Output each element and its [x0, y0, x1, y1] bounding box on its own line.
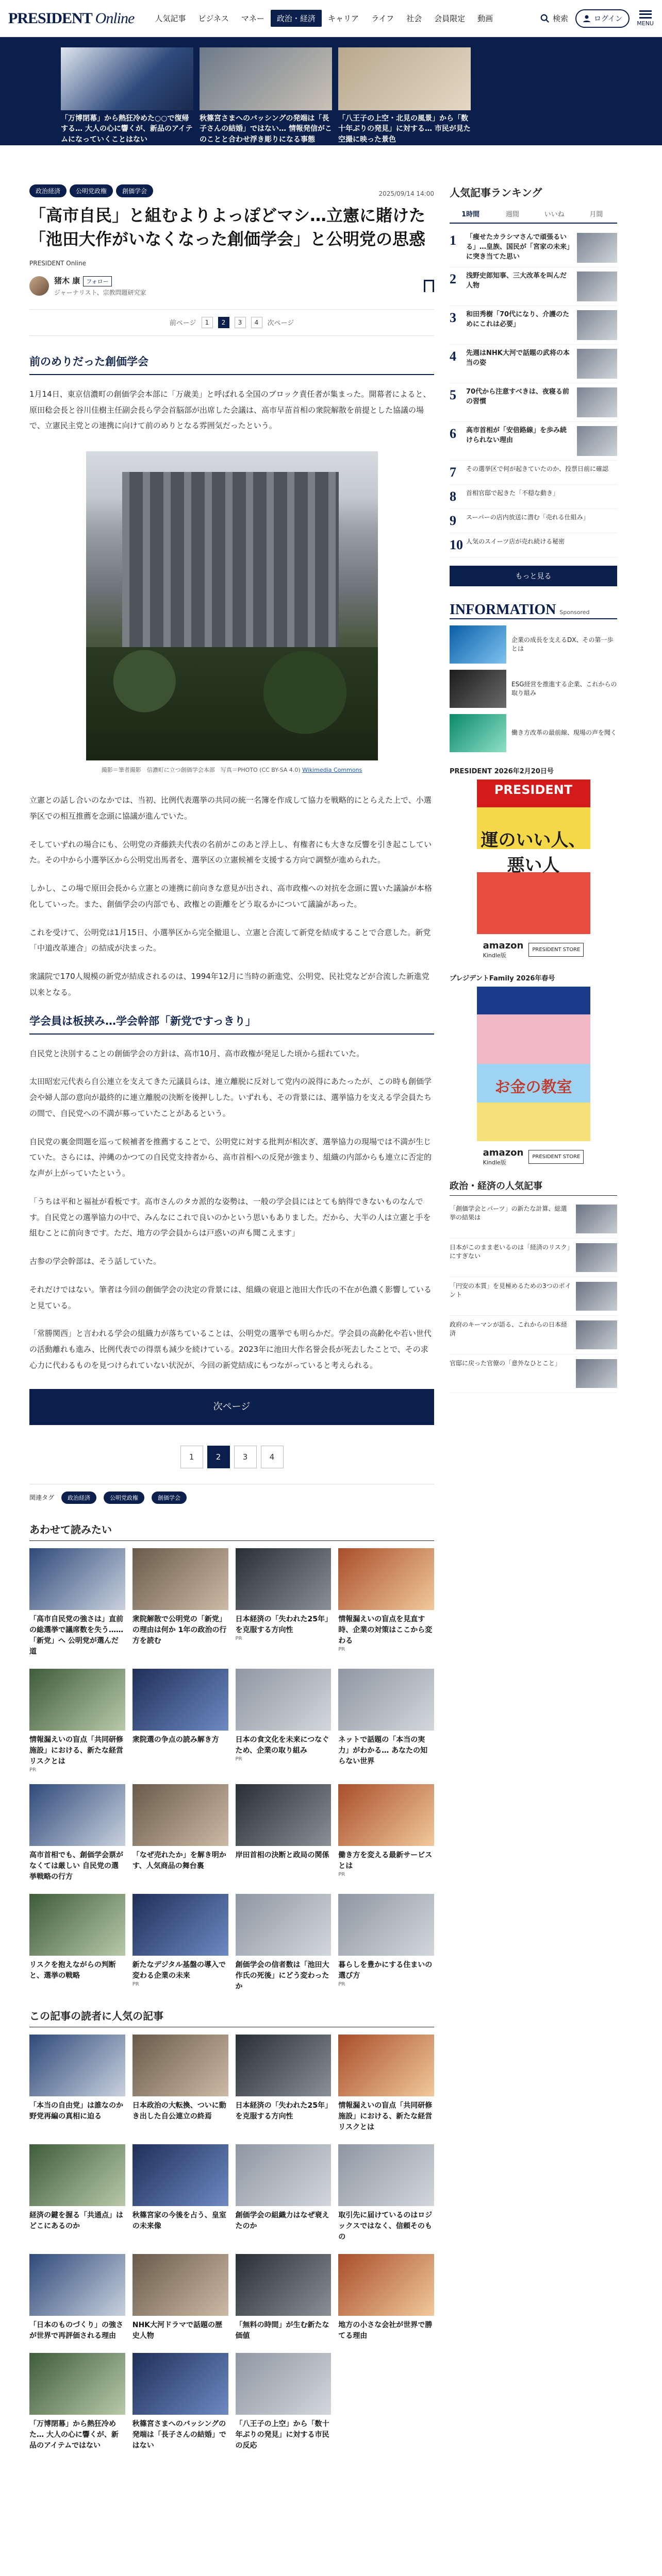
sponsored-label: Sponsored — [559, 609, 590, 616]
article-title: 「高市自民」と組むよりよっぽどマシ…立憲に賭けた「池田大作がいなくなった創価学会」と公明党の思惑 — [29, 206, 426, 249]
top-header — [0, 0, 662, 37]
article-paragraph: 「うちは平和と福祉が看板です。高市さんのタカ派的な姿勢は、一般の学会員にはとても納得できないものなんです。自民党との選挙協力の中で、みんなにこれで良いのかという思いもありました。だから、大半の人は立憲と手を組むことに前向きです。ただ、地方の学会員からは戸惑いの声も聞こえます」 — [29, 1196, 431, 1238]
hero-title: 秋篠宮さまへのバッシングの発端は「長子さんの結婚」ではない… 情報発信がこのことと合わせ浮き彫りになる事態 — [200, 114, 332, 144]
store-link[interactable]: PRESIDENT STORE — [528, 1150, 584, 1164]
article-card[interactable] — [133, 2254, 228, 2342]
politics-title: 官邸に戻った官僚の「意外なひとこと」 — [450, 1360, 561, 1367]
photo-caption — [29, 766, 434, 774]
card-image — [236, 2353, 332, 2415]
rank-title: スーパーの店内放送に潜む「売れる仕組み」 — [466, 514, 589, 521]
politics-heading: 政治・経済の人気記事 — [450, 1179, 617, 1196]
site-logo[interactable] — [8, 10, 134, 27]
search-button[interactable] — [540, 13, 568, 24]
article-card[interactable] — [133, 2144, 228, 2243]
card-title: ネットで話題の「本当の実力」がわかる… あなたの知らない世界 — [338, 1735, 428, 1766]
ranking-list — [450, 229, 617, 557]
article-card[interactable] — [236, 1784, 332, 1883]
login-button[interactable] — [575, 9, 630, 28]
card-image — [236, 1894, 332, 1956]
tag-chip[interactable]: 政治経済 — [29, 184, 67, 197]
info-title: 企業の成長を支えるDX、その第一歩とは — [511, 636, 614, 652]
politics-title: 日本がこのまま老いるのは「経済のリスク」にすぎない — [450, 1244, 570, 1260]
article-card[interactable] — [133, 1669, 228, 1773]
card-image — [29, 2035, 125, 2096]
rank-thumbnail — [577, 349, 617, 379]
ranking-heading: 人気記事ランキング — [450, 187, 542, 199]
card-image — [338, 1894, 434, 1956]
article-paragraph: そしていずれの場合にも、公明党の斉藤鉄夫代表の名前がこのあと浮上し、有権者にも大きな反響を引き起こしていた。その中から小選挙区から公明党出馬者を、選挙区の立憲候補を支援する方向で調整が進められた。 — [29, 839, 432, 865]
rank-title: 人気のスイーツ店が売れ続ける秘密 — [466, 538, 565, 545]
hero-card[interactable] — [61, 47, 193, 145]
article-card[interactable] — [29, 2144, 125, 2243]
mag-title: お金の教室 — [494, 1078, 572, 1096]
card-title: 取引先に届けているのはロジックスではなく、信頼そのもの — [338, 2211, 433, 2241]
rank-number: 7 — [450, 465, 456, 480]
rank-title: 先週はNHK大河で話題の武将の本当の姿 — [466, 349, 570, 367]
article-paragraph: これを受けて、公明党は1月15日、小選挙区から完全撤退し、立憲と合流して新党を結成することで合意した。新党「中道改革連合」の結成が決まった。 — [29, 927, 431, 953]
card-title: 「万博閉幕」から熱狂冷めた… 大人の心に響くが、新品のアイテムではない — [29, 2419, 119, 2450]
header-tools — [540, 9, 654, 28]
author-avatar[interactable] — [29, 276, 49, 296]
article-card[interactable] — [29, 1669, 125, 1773]
politics-thumbnail — [576, 1320, 617, 1349]
related-tags — [29, 1484, 434, 1511]
card-title: 衆院解散で公明党の「新党」の理由は何か 1年の政治の行方を読む — [132, 1615, 227, 1645]
card-image — [133, 2254, 228, 2316]
rank-title: 和田秀樹「70代になり、介護のためにこれは必要」 — [466, 311, 570, 328]
card-title: 「高市自民党の強さは」直前の総選挙で議席数を失う……「新党」へ 公明党が選んだ道 — [29, 1615, 123, 1656]
info-title: 働き方改革の最前線、現場の声を聞く — [511, 729, 617, 737]
hero-image — [200, 47, 332, 110]
hero-card[interactable] — [200, 47, 332, 145]
caption-link[interactable]: Wikimedia Commons — [302, 767, 362, 774]
ranking-tab[interactable]: 1時間 — [461, 211, 480, 218]
amazon-sub: Kindle版 — [483, 952, 506, 959]
article-card[interactable] — [338, 2144, 434, 2243]
card-image — [236, 2144, 332, 2206]
card-title: 働き方を変える最新サービスとは — [338, 1851, 433, 1870]
search-icon — [540, 14, 550, 23]
hero-card[interactable] — [338, 47, 471, 145]
card-title: 「無料の時間」が生む新たな価値 — [235, 2320, 329, 2340]
mag-title: 運のいい人、悪い人 — [481, 830, 586, 876]
article-card[interactable] — [236, 2254, 332, 2342]
store-link[interactable]: PRESIDENT STORE — [528, 943, 584, 957]
nav-item[interactable]: 会員限定 — [434, 14, 466, 23]
article-main — [29, 184, 434, 2467]
card-title: 日本政治の大転換、ついに動き出した自公連立の終焉 — [132, 2101, 226, 2121]
card-image — [338, 2144, 434, 2206]
page-link-current[interactable]: 2 — [218, 317, 229, 328]
section-heading: 学会員は板挟み…学会幹部「新党ですっきり」 — [29, 1013, 434, 1035]
article-photo — [86, 451, 378, 760]
pr-label: PR — [235, 1635, 242, 1641]
rank-number: 5 — [450, 387, 456, 402]
info-image — [450, 714, 506, 752]
prev-page-link[interactable]: 前ページ — [169, 319, 196, 328]
politics-item[interactable] — [450, 1239, 617, 1277]
article-card[interactable] — [29, 1894, 125, 1992]
nav-item-active[interactable]: 政治・経済 — [271, 10, 322, 27]
rank-title: その選挙区で何が起きていたのか、投票日前に確認 — [466, 465, 609, 472]
article-card[interactable] — [29, 2353, 125, 2451]
card-image — [236, 1548, 332, 1610]
card-image — [29, 1894, 125, 1956]
info-item[interactable] — [450, 670, 617, 708]
article-paragraph: 衆議院で170人規模の新党が結成されるのは、1994年12月に当時の新進党、公明党、民社党などが合流した新進党以来となる。 — [29, 972, 429, 997]
magazine-cover[interactable] — [477, 779, 590, 934]
card-title: 地方の小さな会社が世界で勝てる理由 — [338, 2320, 433, 2340]
article-source: PRESIDENT Online — [29, 259, 86, 267]
page-pager-bottom — [29, 1446, 434, 1468]
politics-item[interactable] — [450, 1316, 617, 1354]
publish-date: 2025/09/14 14:00 — [378, 190, 434, 197]
article-card[interactable] — [133, 2353, 228, 2451]
card-image — [338, 2035, 434, 2096]
card-image — [133, 1548, 228, 1610]
article-card[interactable] — [338, 1894, 434, 1992]
ranking-tab[interactable]: いいね — [544, 211, 565, 218]
page-link[interactable]: 1 — [180, 1446, 203, 1468]
card-image — [133, 1894, 228, 1956]
ranking-item[interactable] — [450, 229, 617, 267]
nav-item[interactable]: ライフ — [371, 14, 394, 23]
magazine-cover[interactable] — [477, 987, 590, 1141]
information-heading — [450, 602, 617, 619]
nav-item[interactable]: 人気記事 — [155, 14, 186, 23]
rank-title: 高市首相が「安倍路線」を歩み続けられない理由 — [466, 427, 567, 444]
ranking-item[interactable] — [450, 267, 617, 306]
menu-button[interactable] — [637, 10, 654, 27]
ranking-item[interactable] — [450, 509, 617, 533]
photo-trees — [86, 647, 378, 760]
caption-text: 撮影＝筆者撮影 信濃町に立つ創価学会本部 写真＝PHOTO (CC BY-SA 4.0) — [101, 767, 301, 774]
tag-chip[interactable]: 政治経済 — [61, 1492, 96, 1504]
article-paragraph: 「常勝関西」と言われる学会の組織力が落ちていることは、公明党の選挙でも明らかだ。学会員の高齢化や若い世代の活動離れも進み、比例代表での得票も減少を続けている。2023年に池田大作名誉会長が死去したことで、その求心力に代わるものを見つけられていない状況が、今回の新党結成にもつながっていると考えられる。 — [29, 1329, 432, 1370]
pr-label: PR — [29, 1767, 36, 1773]
article-card[interactable] — [338, 1669, 434, 1773]
pr-label: PR — [338, 1871, 345, 1877]
rank-title: 首相官邸で起きた「不穏な動き」 — [466, 489, 559, 497]
page-pager-top — [29, 309, 434, 336]
card-title: 日本経済の「失われた25年」を克服する方向性 — [235, 2101, 328, 2121]
politics-item[interactable] — [450, 1277, 617, 1316]
sidebar — [450, 184, 617, 2467]
ranking-tab[interactable]: 月間 — [589, 211, 603, 218]
rank-number: 3 — [450, 310, 456, 325]
rank-title: 「痩せたカラシマさんで頑張るいる」…皇族、国民が「宮家の未来」に突き当てた思い — [466, 233, 570, 261]
search-label: 検索 — [552, 14, 568, 23]
article-card[interactable] — [29, 2254, 125, 2342]
article-paragraph: それだけではない。筆者は今回の創価学会の決定の背景には、組織の衰退と池田大作氏の不在が色濃く影響していると見ている。 — [29, 1284, 432, 1310]
card-title: 情報漏えいの盲点「共同研修施設」における、新たな経営リスクとは — [29, 1735, 123, 1766]
article-card[interactable] — [133, 1548, 228, 1657]
menu-label: MENU — [637, 20, 654, 27]
card-image — [29, 2254, 125, 2316]
tag-chip[interactable]: 公明党政権 — [104, 1492, 144, 1504]
nav-item[interactable]: 社会 — [406, 14, 422, 23]
card-title: 「本当の自由党」は誰なのか 野党再編の真相に迫る — [29, 2101, 123, 2121]
info-item[interactable] — [450, 714, 617, 752]
card-image — [133, 1784, 228, 1846]
article-paragraph: しかし、この場で原田会長から立憲との連携に前向きな意見が出され、高市政権への対抗を念頭に置いた議論が本格化していった。また、創価学会の内部でも、政権との距離をどう取るかについて議論があった。 — [29, 884, 432, 909]
pr-label: PR — [338, 1646, 345, 1652]
politics-item[interactable] — [450, 1200, 617, 1239]
page-link[interactable]: 4 — [251, 317, 262, 328]
politics-item[interactable] — [450, 1354, 617, 1393]
hero-image — [61, 47, 193, 110]
article-card[interactable] — [236, 2035, 332, 2133]
ranking-item[interactable] — [450, 383, 617, 422]
hero-image — [338, 47, 471, 110]
hero-strip — [0, 37, 662, 145]
amazon-label: amazon — [483, 940, 524, 951]
more-button[interactable]: もっと見る — [450, 566, 617, 586]
info-image — [450, 670, 506, 708]
rank-number: 6 — [450, 426, 456, 441]
article-card[interactable] — [236, 1669, 332, 1773]
rank-title: 70代から注意すべきは、夜寝る前の習慣 — [466, 388, 569, 405]
page-link[interactable]: 4 — [261, 1446, 284, 1468]
card-image — [133, 2144, 228, 2206]
card-title: 衆院選の争点の読み解き方 — [132, 1735, 219, 1744]
article-card[interactable] — [133, 1784, 228, 1883]
author-role: ジャーナリスト、宗教問題研究家 — [54, 289, 146, 296]
popular-grid — [29, 2035, 434, 2451]
card-title: NHK大河ドラマで話題の歴史人物 — [132, 2320, 223, 2340]
nav-item[interactable]: マネー — [241, 14, 264, 23]
page-body — [29, 145, 633, 2467]
card-title: 情報漏えいの盲点「共同研修施設」における、新たな経営リスクとは — [338, 2101, 433, 2131]
article-card[interactable] — [29, 1784, 125, 1883]
related-grid — [29, 1548, 434, 1992]
section-heading: 前のめりだった創価学会 — [29, 353, 434, 375]
ranking-item[interactable] — [450, 485, 617, 509]
info-title: ESG経営を推進する企業、これからの取り組み — [511, 680, 617, 697]
politics-thumbnail — [576, 1243, 617, 1272]
article-card[interactable] — [29, 2035, 125, 2133]
politics-title: 政府のキーマンが語る、これからの日本経済 — [450, 1321, 568, 1337]
card-title: リスクを抱えながらの判断と、選挙の戦略 — [29, 1960, 116, 1980]
article-card[interactable] — [338, 2035, 434, 2133]
article-card[interactable] — [338, 2254, 434, 2342]
ranking-item[interactable] — [450, 345, 617, 383]
article-paragraph: 古参の学会幹部は、そう話していた。 — [29, 1257, 161, 1266]
author-name[interactable]: 猪木 康 — [54, 276, 80, 285]
tags-label: 関連タグ — [29, 1494, 55, 1502]
page-link[interactable]: 3 — [235, 317, 246, 328]
magazine-heading: プレジデントFamily 2026年春号 — [450, 975, 555, 982]
nav-item[interactable]: 動画 — [477, 14, 493, 23]
amazon-sub: Kindle版 — [483, 1159, 506, 1166]
tag-chip[interactable]: 創価学会 — [116, 184, 153, 197]
store-links — [450, 940, 617, 959]
card-title: 創価学会の組織力はなぜ衰えたのか — [235, 2211, 329, 2230]
politics-thumbnail — [576, 1205, 617, 1233]
tag-chip[interactable]: 公明党政権 — [70, 184, 113, 197]
rank-thumbnail — [577, 233, 617, 263]
rank-number: 1 — [450, 233, 456, 248]
article-paragraph: 1月14日、東京信濃町の創価学会本部に「万歳美」と呼ばれる全国のブロック責任者が集まった。開幕者によると、原田稔会長と谷川佳樹主任副会長ら学会首脳部が出席した会議は、高市早苗首相の衆院解散を前提とした協議の場で、立憲民主党との連携に向けて前のめりとなる雰囲気だったという。 — [29, 389, 431, 431]
follow-badge[interactable]: フォロー — [83, 276, 111, 286]
pr-label: PR — [235, 1756, 242, 1762]
article-paragraph: 自民党の裏金問題を巡って候補者を推薦することで、公明党に対する批判が相次ぎ、選挙協力の現場では不満が生じていた。さらには、沖縄のかつての自民党支持者から、高市首相への反発が強まり、組織の内部からも連立に否定的な声が上がっていたという。 — [29, 1137, 432, 1178]
ranking-tab[interactable]: 週間 — [505, 211, 519, 218]
amazon-link[interactable] — [483, 1147, 524, 1166]
card-title: 「なぜ売れたか」を解き明かす、人気商品の舞台裏 — [132, 1851, 226, 1870]
rank-thumbnail — [577, 310, 617, 340]
info-item[interactable] — [450, 625, 617, 664]
rank-number: 10 — [450, 537, 463, 552]
card-image — [236, 2035, 332, 2096]
article-card[interactable] — [236, 2353, 332, 2451]
article-card[interactable] — [133, 2035, 228, 2133]
card-title: 暮らしを豊かにする住まいの選び方 — [338, 1960, 433, 1980]
mag-logo: PRESIDENT — [494, 783, 573, 797]
popular-heading: この記事の読者に人気の記事 — [29, 2008, 434, 2027]
next-page-link[interactable]: 次ページ — [267, 319, 294, 328]
card-image — [338, 1548, 434, 1610]
card-title: 「日本のものづくり」の強さが世界で再評価される理由 — [29, 2320, 123, 2340]
card-image — [133, 2353, 228, 2415]
article-card[interactable] — [338, 1548, 434, 1657]
ranking-tabs — [450, 205, 617, 224]
login-label: ログイン — [593, 14, 623, 23]
card-image — [133, 2035, 228, 2096]
next-page-button[interactable]: 次ページ — [29, 1389, 434, 1425]
article-tags — [29, 184, 434, 197]
card-title: 秋篠宮家の今後を占う、皇室の未来像 — [132, 2211, 226, 2230]
politics-thumbnail — [576, 1282, 617, 1311]
rank-thumbnail — [577, 426, 617, 456]
rank-number: 4 — [450, 349, 456, 364]
card-title: 新たなデジタル基盤の導入で変わる企業の未来 — [132, 1960, 226, 1980]
politics-thumbnail — [576, 1359, 617, 1388]
nav-item[interactable]: キャリア — [327, 14, 359, 23]
card-title: 岸田首相の決断と政局の関係 — [235, 1851, 329, 1859]
politics-list — [450, 1200, 617, 1393]
nav-item[interactable]: ビジネス — [198, 14, 229, 23]
card-image — [29, 2144, 125, 2206]
magazine-heading: PRESIDENT 2026年2月20日号 — [450, 768, 554, 775]
user-icon — [583, 14, 591, 23]
rank-number: 8 — [450, 489, 456, 504]
rank-thumbnail — [577, 387, 617, 417]
main-nav — [148, 10, 499, 27]
article-card[interactable] — [236, 2144, 332, 2243]
author-block — [29, 275, 434, 297]
article-card[interactable] — [236, 1548, 332, 1657]
info-image — [450, 625, 506, 664]
card-title: 「八王子の上空」から「数十年ぶりの発見」に対する市民の反応 — [235, 2419, 329, 2450]
ranking-item[interactable] — [450, 533, 617, 557]
info-title: INFORMATION — [450, 602, 556, 618]
rank-number: 2 — [450, 272, 456, 286]
pr-label: PR — [132, 1981, 139, 1987]
card-image — [338, 1784, 434, 1846]
article-card[interactable] — [338, 1784, 434, 1883]
hamburger-icon — [639, 10, 652, 19]
card-image — [236, 1784, 332, 1846]
card-title: 情報漏えいの盲点を見直す時、企業の対策はここから変わる — [338, 1615, 433, 1645]
card-image — [133, 1669, 228, 1731]
card-image — [338, 1669, 434, 1731]
ranking-item[interactable] — [450, 422, 617, 461]
ranking-item[interactable] — [450, 306, 617, 345]
related-heading: あわせて読みたい — [29, 1521, 434, 1541]
card-image — [29, 1669, 125, 1731]
rank-thumbnail — [577, 272, 617, 301]
card-image — [29, 2353, 125, 2415]
pr-label: PR — [338, 1981, 345, 1987]
hero-title: 「八王子の上空・北見の風景」から「数十年ぶりの発見」に対する… 市民が見た空撮に映った景色 — [338, 114, 471, 144]
card-image — [236, 2254, 332, 2316]
card-image — [338, 2254, 434, 2316]
card-title: 高市首相でも、創価学会票がなくては厳しい 自民党の選挙戦略の行方 — [29, 1851, 123, 1881]
ranking-item[interactable] — [450, 461, 617, 485]
article-paragraph: 太田昭宏元代表ら自公連立を支えてきた元議員らは、連立離脱に反対して党内の説得にあたったが、この時も創価学会や婦人部の意向が最終的に連立離脱の決断を後押しした。いずれも、その背景には、選挙協力を支える学会員たちの間で、自民党への不満が募っていたことがあるという。 — [29, 1077, 432, 1118]
article-card[interactable] — [29, 1548, 125, 1657]
tag-chip[interactable]: 創価学会 — [152, 1492, 187, 1504]
bookmark-icon[interactable] — [424, 280, 434, 292]
card-title: 秋篠宮さまへのバッシングの発端は「長子さんの結婚」ではない — [132, 2419, 226, 2450]
politics-title: 「創価学会とパーツ」の新たな計算、総選挙の結果は — [450, 1205, 567, 1222]
page-link[interactable]: 1 — [202, 317, 213, 328]
card-title: 日本の食文化を未来につなぐため、企業の取り組み — [235, 1735, 329, 1755]
politics-title: 「円安の本質」を見極めるための3つのポイント — [450, 1282, 571, 1299]
amazon-label: amazon — [483, 1147, 524, 1158]
rank-number: 9 — [450, 513, 456, 528]
logo-main: PRESIDENT — [8, 9, 92, 27]
card-image — [29, 1784, 125, 1846]
card-title: 日本経済の「失われた25年」を克服する方向性 — [235, 1615, 328, 1634]
amazon-link[interactable] — [483, 940, 524, 959]
store-links — [450, 1147, 617, 1166]
page-link[interactable]: 3 — [234, 1446, 257, 1468]
card-title: 創価学会の信者数は「池田大作氏の死後」にどう変わったか — [235, 1960, 329, 1991]
article-card[interactable] — [133, 1894, 228, 1992]
article-paragraph: 立憲との話し合いのなかでは、当初、比例代表選挙の共同の統一名簿を作成して協力を戦略的にとらえた上で、小選挙区での相互推薦を念頭に協議が進んでいた。 — [29, 795, 432, 821]
card-image — [236, 1669, 332, 1731]
hero-title: 「万博閉幕」から熱狂冷めた○○で復帰する… 大人の心に響くが、新品のアイテムになっていくことはない — [61, 114, 193, 144]
rank-title: 浅野史郎知事、三大改革を叫んだ人物 — [466, 272, 567, 290]
info-list — [450, 625, 617, 752]
card-image — [29, 1548, 125, 1610]
article-card[interactable] — [236, 1894, 332, 1992]
card-title: 経済の鍵を握る「共通点」はどこにあるのか — [29, 2211, 123, 2230]
logo-sub: Online — [95, 9, 135, 27]
article-paragraph: 自民党と決別することの創価学会の方針は、高市10月、高市政権が発足した頃から揺れていた。 — [29, 1048, 365, 1058]
page-link-current[interactable]: 2 — [207, 1446, 230, 1468]
